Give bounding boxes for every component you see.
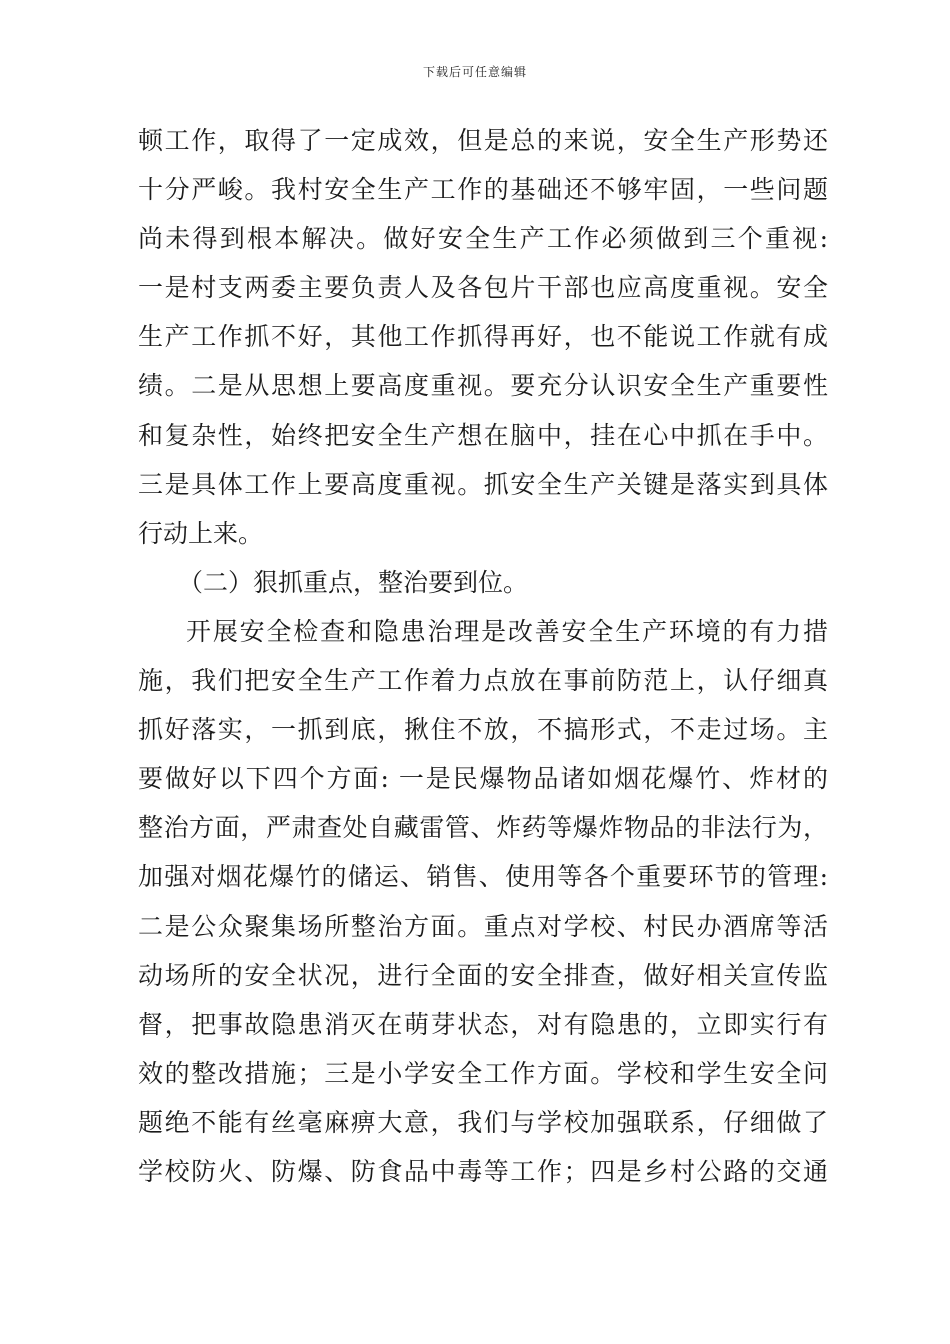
document-body	[138, 116, 828, 1196]
text-line: 加强对烟花爆竹的储运、销售、使用等各个重要环节的管理:	[138, 862, 828, 892]
text-line: 和复杂性，始终把安全生产想在脑中，挂在心中抓在手中。	[138, 420, 828, 450]
text-line: 动场所的安全状况，进行全面的安全排查，做好相关宣传监	[138, 960, 828, 990]
text-line: 开展安全检查和隐患治理是改善安全生产环境的有力措	[186, 616, 828, 646]
text-line: 督，把事故隐患消灭在萌芽状态，对有隐患的，立即实行有	[138, 1009, 828, 1039]
text-line: 三是具体工作上要高度重视。抓安全生产关键是落实到具体	[138, 469, 828, 499]
text-line: 要做好以下四个方面: 一是民爆物品诸如烟花爆竹、炸材的	[138, 764, 828, 794]
text-line: 尚未得到根本解决。做好安全生产工作必须做到三个重视:	[138, 224, 828, 254]
section-heading: （二）狠抓重点，整治要到位。	[178, 567, 529, 597]
text-line: 绩。二是从思想上要高度重视。要充分认识安全生产重要性	[138, 371, 828, 401]
page-header: 下载后可任意编辑	[422, 65, 527, 79]
text-line: 一是村支两委主要负责人及各包片干部也应高度重视。安全	[138, 273, 828, 303]
text-line: 抓好落实，一抓到底，揪住不放，不搞形式，不走过场。主	[138, 715, 828, 745]
text-line: 顿工作，取得了一定成效，但是总的来说，安全生产形势还	[138, 126, 828, 155]
text-line: 题绝不能有丝毫麻痹大意，我们与学校加强联系，仔细做了	[138, 1107, 828, 1137]
text-line: 二是公众聚集场所整治方面。重点对学校、村民办酒席等活	[138, 911, 828, 941]
text-line: 效的整改措施；三是小学安全工作方面。学校和学生安全问	[138, 1058, 828, 1088]
text-line: 学校防火、防爆、防食品中毒等工作；四是乡村公路的交通	[138, 1156, 828, 1186]
text-line: 整治方面，严肃查处自藏雷管、炸药等爆炸物品的非法行为，	[138, 813, 828, 843]
text-line: 行动上来。	[138, 518, 264, 548]
text-line: 十分严峻。我村安全生产工作的基础还不够牢固，一些问题	[138, 175, 828, 205]
text-line: 生产工作抓不好，其他工作抓得再好，也不能说工作就有成	[138, 322, 828, 352]
text-line: 施，我们把安全生产工作着力点放在事前防范上，认仔细真	[138, 666, 828, 696]
